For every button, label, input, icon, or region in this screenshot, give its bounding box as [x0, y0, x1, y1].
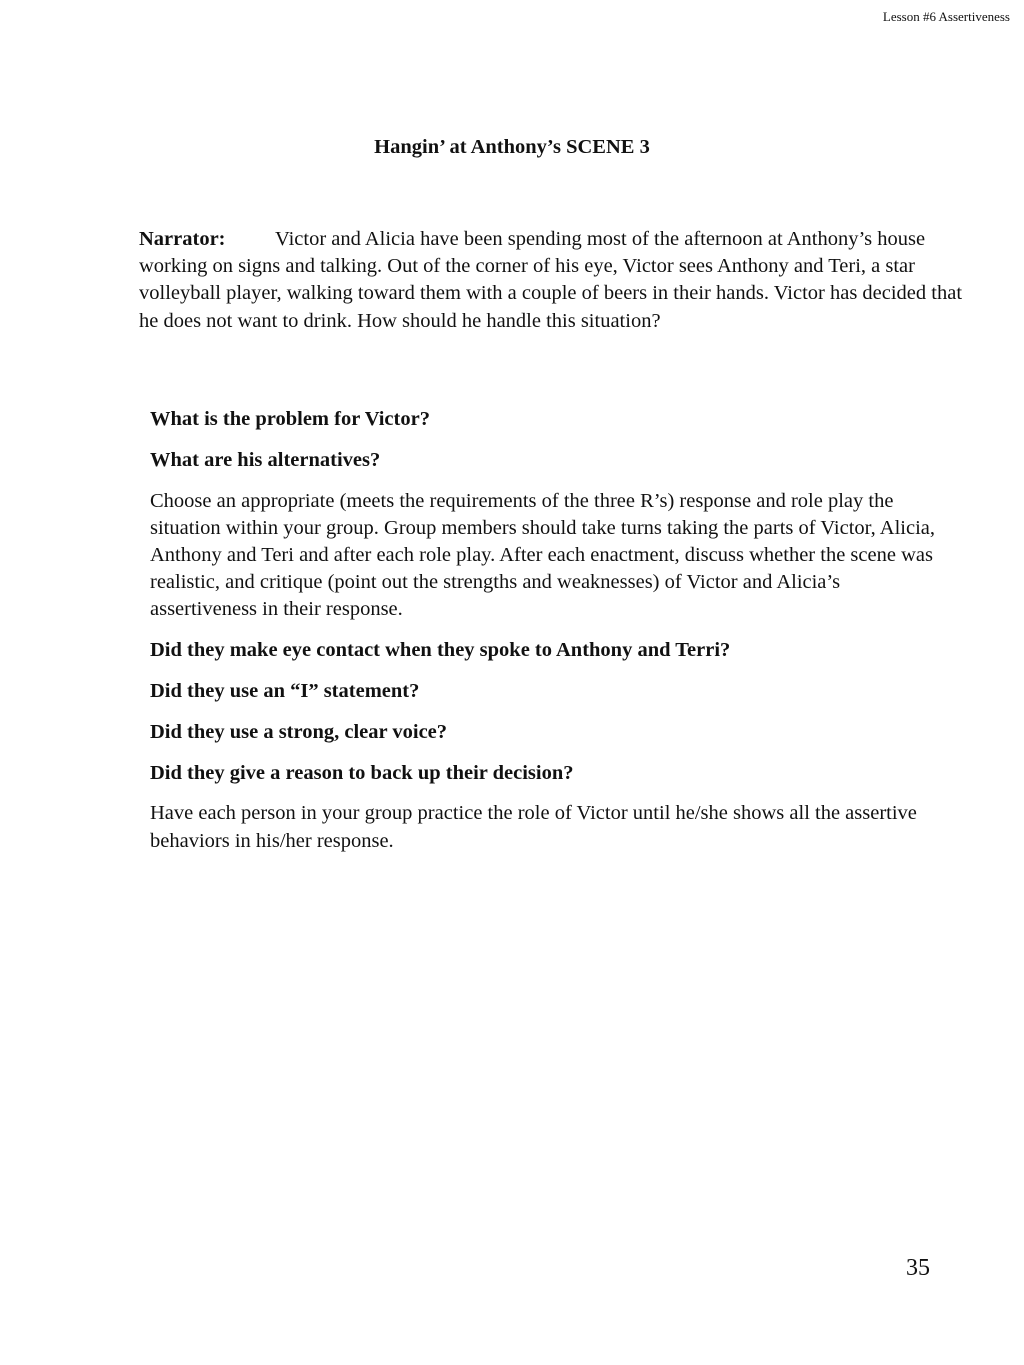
question-eye-contact: Did they make eye contact when they spoke to Anthony and Terri? [150, 639, 731, 662]
narrator-label: Narrator: [139, 228, 226, 250]
question-i-statement: Did they use an “I” statement? [150, 680, 420, 702]
role-play-instructions: Choose an appropriate (meets the requirements of the three R’s) response and role play the situation within your group. Group members should take turns taking the parts of Victor, Alicia, Anthony and Teri and after each role play. After each enactment, discuss whether the scene was realistic, and critique (point out the strengths and weaknesses) of Victor and Alicia’s assertiveness in their response. [150, 489, 935, 621]
narrator-text: Victor and Alicia have been spending most of the afternoon at Anthony’s house working on signs and talking. Out of the corner of his eye, Victor sees Anthony and Teri, a star volleyball player, walking toward them with a couple of beers in their hands. Victor has decided that he does not want to drink. How should he handle this situation? [139, 228, 963, 332]
question-voice: Did they use a strong, clear voice? [150, 720, 448, 743]
lesson-header: Lesson #6 Assertiveness [882, 9, 1010, 24]
narrator-section [139, 226, 979, 335]
scene-title: Hangin’ at Anthony’s SCENE 3 [374, 136, 650, 158]
question-reason: Did they give a reason to back up their decision? [150, 761, 574, 784]
question-problem: What is the problem for Victor? [150, 408, 430, 430]
closing-instructions: Have each person in your group practice the role of Victor until he/she shows all the assertive behaviors in his/her response. [150, 802, 917, 852]
discussion-questions [150, 406, 940, 868]
page-number: 35 [906, 1255, 930, 1281]
question-alternatives: What are his alternatives? [150, 448, 381, 471]
